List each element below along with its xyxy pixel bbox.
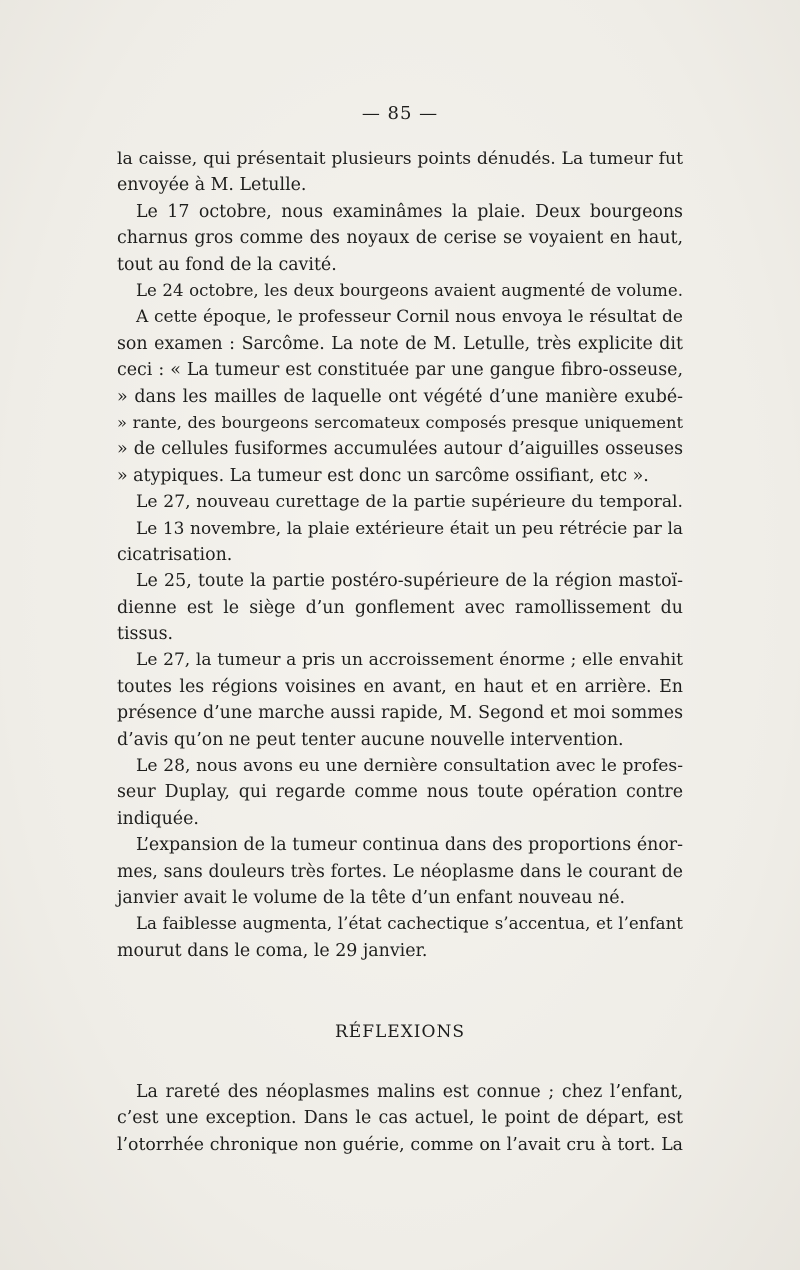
text-line: » rante, des bourgeons sercomateux composés presque uniquement bbox=[117, 412, 683, 432]
text-line: La rareté des néoplasmes malins est connue ; chez l’enfant, bbox=[136, 1082, 683, 1102]
text-line: janvier avait le volume de la tête d’un enfant nouveau né. bbox=[117, 887, 626, 908]
reflexions-text bbox=[117, 1079, 683, 1158]
section-heading: RÉFLEXIONS bbox=[335, 1022, 465, 1042]
text-line: » de cellules fusiformes accumulées autour d’aiguilles osseuses bbox=[117, 439, 683, 460]
text-line: dienne est le siège d’un gonflement avec ramollissement du bbox=[117, 597, 683, 618]
text-line: d’avis qu’on ne peut tenter aucune nouvelle intervention. bbox=[117, 729, 624, 750]
text-line: » dans les mailles de laquelle ont végété d’une manière exubé- bbox=[117, 386, 683, 407]
text-line: toutes les régions voisines en avant, en haut et en arrière. En bbox=[117, 676, 683, 697]
text-line: cicatrisation. bbox=[117, 544, 233, 565]
body-text bbox=[117, 146, 683, 964]
text-line: Le 28, nous avons eu une dernière consultation avec le profes- bbox=[136, 755, 683, 776]
text-line: indiquée. bbox=[117, 808, 199, 829]
text-line: Le 27, nouveau curettage de la partie supérieure du temporal. bbox=[136, 492, 683, 513]
text-line: tissus. bbox=[117, 624, 174, 645]
text-line: Le 24 octobre, les deux bourgeons avaient augmenté de volume. bbox=[136, 280, 683, 300]
text-line: mourut dans le coma, le 29 janvier. bbox=[117, 940, 428, 961]
page-number: — 85 — bbox=[361, 103, 439, 124]
text-line: tout au fond de la cavité. bbox=[117, 254, 337, 275]
text-line: ceci : « La tumeur est constituée par une gangue fibro-osseuse, bbox=[117, 360, 683, 381]
text-line: La faiblesse augmenta, l’état cachectique s’accentua, et l’enfant bbox=[136, 914, 683, 934]
text-line: Le 17 octobre, nous examinâmes la plaie. Deux bourgeons bbox=[136, 201, 683, 222]
text-line: seur Duplay, qui regarde comme nous toute opération contre bbox=[117, 782, 683, 803]
text-line: » atypiques. La tumeur est donc un sarcôme ossifiant, etc ». bbox=[117, 465, 649, 486]
text-line: la caisse, qui présentait plusieurs points dénudés. La tumeur fut bbox=[117, 149, 683, 169]
text-line: Le 13 novembre, la plaie extérieure était un peu rétrécie par la bbox=[136, 518, 683, 539]
text-line: envoyée à M. Letulle. bbox=[117, 175, 307, 196]
text-line: présence d’une marche aussi rapide, M. Segond et moi sommes bbox=[117, 703, 683, 724]
text-line: L’expansion de la tumeur continua dans des proportions énor- bbox=[136, 835, 683, 856]
text-line: charnus gros comme des noyaux de cerise se voyaient en haut, bbox=[117, 228, 683, 249]
text-line: mes, sans douleurs très fortes. Le néoplasme dans le courant de bbox=[117, 861, 683, 882]
text-line: son examen : Sarcôme. La note de M. Letulle, très explicite dit bbox=[117, 333, 683, 354]
text-line: A cette époque, le professeur Cornil nous envoya le résultat de bbox=[136, 307, 683, 328]
text-line: Le 27, la tumeur a pris un accroissement énorme ; elle envahit bbox=[136, 650, 683, 671]
text-line: c’est une exception. Dans le cas actuel, le point de départ, est bbox=[117, 1108, 683, 1129]
text-line: l’otorrhée chronique non guérie, comme on l’avait cru à tort. La bbox=[117, 1134, 683, 1155]
text-line: Le 25, toute la partie postéro-supérieure de la région mastoï- bbox=[136, 571, 683, 592]
